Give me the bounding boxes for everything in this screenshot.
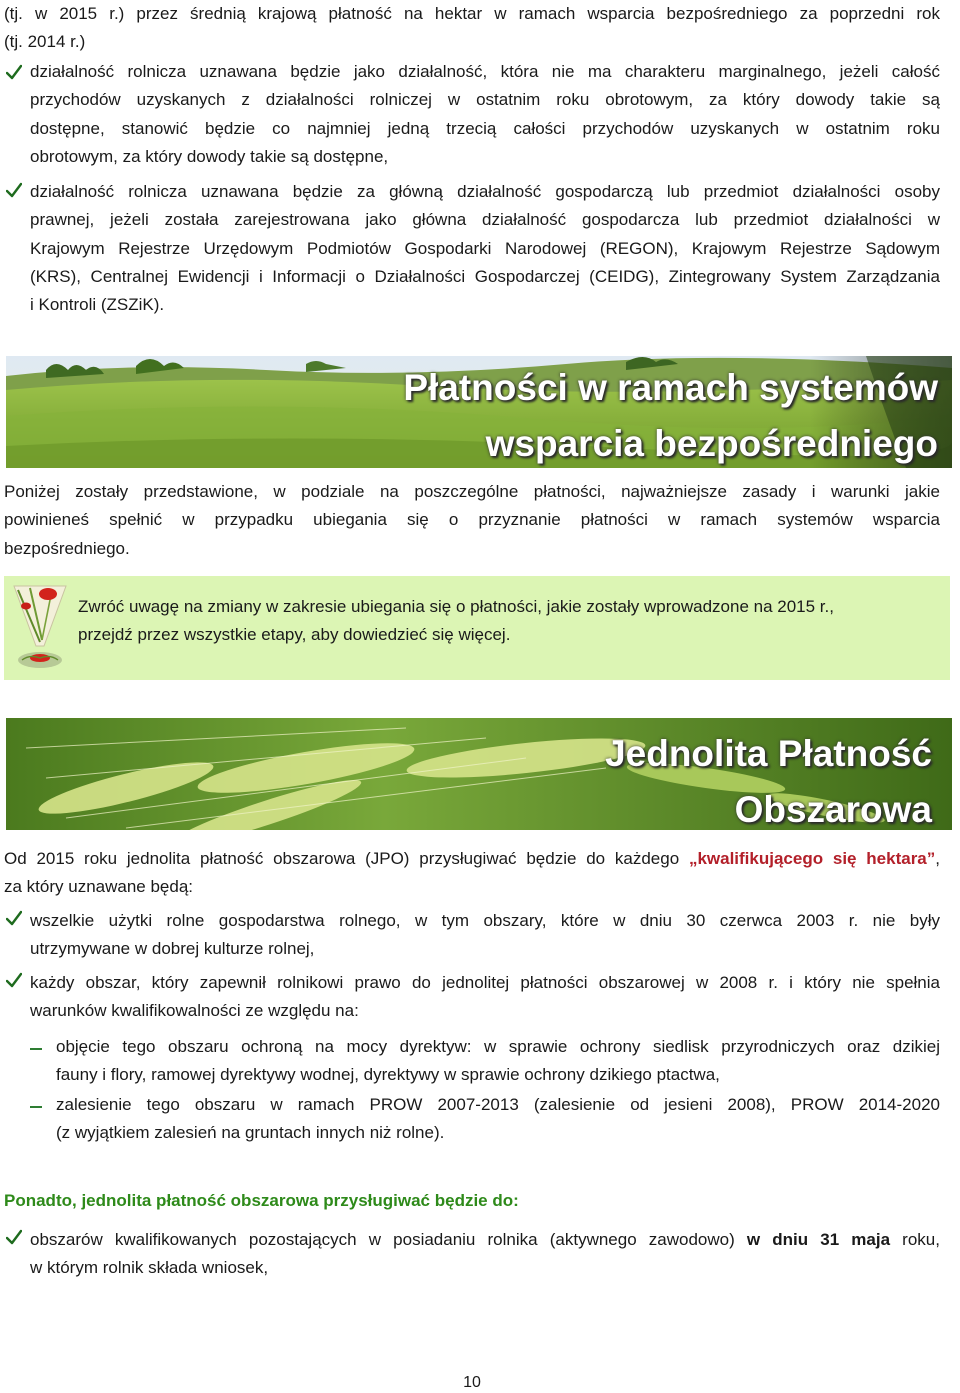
para-line: powinieneś spełnić w przypadku ubiegania się o przyznanie płatności w ramach systemów wsparcia bbox=[4, 510, 940, 530]
jpo-paragraph bbox=[4, 845, 940, 902]
date-emphasis: w dniu 31 maja bbox=[746, 1230, 891, 1249]
bullet-top-2 bbox=[30, 178, 940, 319]
para-line: Poniżej zostały przedstawione, w podziale na poszczególne płatności, najważniejsze zasady i warunki jakie bbox=[4, 482, 940, 501]
jpo-text: Od 2015 roku jednolita płatność obszarowa (JPO) przysługiwać będzie do każdego bbox=[4, 849, 689, 868]
poppy-flower-icon bbox=[12, 582, 68, 678]
jpo-text: , bbox=[935, 849, 940, 868]
intro-text bbox=[4, 0, 940, 57]
bullet-line: (KRS), Centralnej Ewidencji i Informacji o Działalności Gospodarczej (CEIDG), Zintegrowany System Zarządzania bbox=[30, 266, 940, 286]
meadow-banner bbox=[6, 356, 952, 468]
banner-title-line: Płatności w ramach systemów bbox=[403, 367, 938, 408]
note-line: przejdź przez wszystkie etapy, aby dowiedzieć się więcej. bbox=[78, 625, 511, 645]
dash-item-1 bbox=[56, 1033, 940, 1090]
bullet-line: każdy obszar, który zapewnił rolnikowi prawo do jednolitej płatności obszarowej w 2008 r. i który nie spełnia bbox=[30, 973, 940, 992]
dash-icon bbox=[30, 1048, 42, 1050]
checkmark-icon bbox=[6, 972, 22, 988]
banner-title-line: Jednolita Płatność bbox=[605, 733, 932, 774]
bullet-line: dostępne, stanowić będzie co najmniej jedną trzecią całości przychodów uzyskanych w ostatnim roku bbox=[30, 118, 940, 138]
dash-line: (z wyjątkiem zalesień na gruntach innych niż rolne). bbox=[56, 1123, 445, 1143]
banner-title-1 bbox=[403, 360, 938, 468]
intro-line-1: (tj. w 2015 r.) przez średnią krajową płatność na hektar w ramach wsparcia bezpośredniego za poprzedni rok bbox=[4, 4, 940, 23]
checkmark-icon bbox=[6, 910, 22, 926]
bullet-line: działalność rolnicza uznawana będzie jako działalność, która nie ma charakteru marginalnego, jeżeli całość bbox=[30, 62, 940, 81]
ponadto-line-1 bbox=[30, 1226, 940, 1254]
ponadto-bullet bbox=[30, 1226, 940, 1283]
bullet-line: przychodów uzyskanych z działalności rolniczej w ostatnim roku obrotowym, za który dowody takie są bbox=[30, 90, 940, 110]
wheat-banner bbox=[6, 718, 952, 830]
note-line: Zwróć uwagę na zmiany w zakresie ubiegania się o płatności, jakie zostały wprowadzone na 2015 r., bbox=[78, 597, 834, 616]
bullet-line: wszelkie użytki rolne gospodarstwa rolnego, w tym obszary, które w dniu 30 czerwca 2003 r. nie były bbox=[30, 911, 940, 930]
ponadto-text: obszarów kwalifikowanych pozostających w posiadaniu rolnika (aktywnego zawodowo) bbox=[30, 1230, 747, 1249]
banner-title-line: wsparcia bezpośredniego bbox=[485, 423, 938, 464]
note-text bbox=[78, 593, 948, 650]
bullet-line: obrotowym, za który dowody takie są dostępne, bbox=[30, 146, 389, 166]
para-line: bezpośredniego. bbox=[4, 538, 130, 558]
ponadto-line-2: w którym rolnik składa wniosek, bbox=[30, 1258, 269, 1278]
banner-title-2 bbox=[605, 726, 932, 830]
note-box bbox=[4, 576, 950, 680]
dash-item-2 bbox=[56, 1091, 940, 1148]
jpo-bullet-2 bbox=[30, 969, 940, 1026]
jpo-line-1 bbox=[4, 845, 940, 873]
bullet-line: Krajowym Rejestrze Urzędowym Podmiotów Gospodarki Narodowej (REGON), Krajowym Rejestrze Sądowym bbox=[30, 238, 940, 258]
bullet-top-1 bbox=[30, 58, 940, 171]
bullet-line: warunków kwalifikowalności ze względu na: bbox=[30, 1001, 359, 1021]
checkmark-icon bbox=[6, 182, 22, 198]
jpo-bullet-1 bbox=[30, 907, 940, 964]
bullet-line: i Kontroli (ZSZiK). bbox=[30, 295, 165, 315]
jpo-line-2: za który uznawane będą: bbox=[4, 877, 194, 897]
ponadto-text: roku, bbox=[890, 1230, 940, 1249]
intro-paragraph bbox=[4, 478, 940, 563]
dash-line: zalesienie tego obszaru w ramach PROW 2007-2013 (zalesienie od jesieni 2008), PROW 2014-2020 bbox=[56, 1095, 940, 1114]
dash-icon bbox=[30, 1106, 42, 1108]
banner-title-line: Obszarowa bbox=[734, 789, 932, 830]
checkmark-icon bbox=[6, 64, 22, 80]
dash-line: objęcie tego obszaru ochroną na mocy dyrektyw: w sprawie ochrony siedlisk przyrodniczych oraz dzikiej bbox=[56, 1037, 940, 1056]
dash-line: fauny i flory, ramowej dyrektywy wodnej, dyrektywy w sprawie ochrony dzikiego ptactwa, bbox=[56, 1065, 720, 1085]
intro-line-2: (tj. 2014 r.) bbox=[4, 32, 86, 52]
checkmark-icon bbox=[6, 1229, 22, 1245]
ponadto-heading: Ponadto, jednolita płatność obszarowa przysługiwać będzie do: bbox=[4, 1191, 519, 1210]
bullet-line: utrzymywane w dobrej kulturze rolnej, bbox=[30, 939, 315, 959]
page-number: 10 bbox=[463, 1374, 481, 1391]
bullet-line: prawnej, jeżeli została zarejestrowana jako główna działalność gospodarcza lub przedmiot działalności w bbox=[30, 210, 940, 230]
bullet-line: działalność rolnicza uznawana będzie za główną działalność gospodarczą lub przedmiot działalności osoby bbox=[30, 182, 940, 201]
qualifying-hectare-highlight: „kwalifikującego się hektara” bbox=[688, 849, 936, 868]
